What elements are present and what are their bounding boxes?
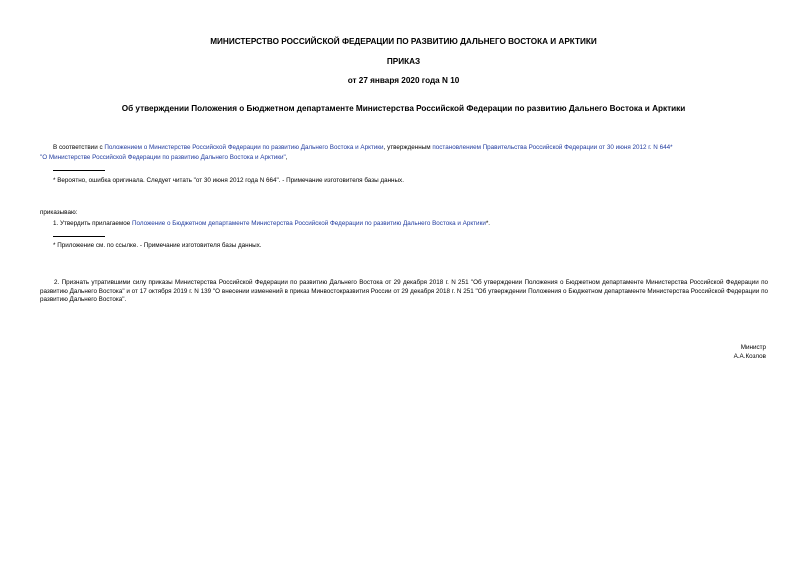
link-budget-department-regulation[interactable]: Положение о Бюджетном департаменте Министерства Российской Федерации по развитию Дальнего Востока и Арктики [131, 220, 486, 227]
order-word: приказываю: [40, 209, 78, 216]
item-1 [53, 219, 490, 228]
subject-heading: Об утверждении Положения о Бюджетном департаменте Министерства Российской Федерации по развитию Дальнего Востока и Арктики [121, 104, 686, 113]
item-2-paragraph: 2. Признать утратившими силу приказы Министерства Российской Федерации по развитию Дальнего Востока от 29 декабря 2018 г. N 251 "Об утверждении Положения о Бюджетном департаменте Министерства Российской Федерации по развитию Дальнего Востока" и от 17 октября 2019 г. N 139 "О внесении изменений в приказ Минвостокразвития России от 29 декабря 2018 г. N 251 "Об утверждении Положения о Бюджетном департаменте Министерства Российской Федерации по развитию Дальнего Востока". [40, 279, 768, 304]
link-government-decree[interactable]: постановлением Правительства Российской Федерации от 30 июня 2012 г. N 644* [432, 144, 673, 151]
intro-middle: , утвержденным [383, 144, 433, 151]
intro-paragraph [53, 143, 673, 152]
signature-title: Министр [740, 344, 766, 351]
item-1-prefix: 1. Утвердить прилагаемое [53, 220, 132, 227]
item-1-suffix: *. [485, 220, 491, 227]
link-ministry-regulation[interactable]: Положением о Министерстве Российской Федерации по развитию Дальнего Востока и Арктики [104, 144, 384, 151]
signature-name: А.А.Козлов [733, 353, 766, 360]
date-number-heading: от 27 января 2020 года N 10 [347, 76, 460, 85]
footnote-2: * Приложение см. по ссылке. - Примечание изготовителя базы данных. [53, 242, 262, 249]
intro-paragraph-line2 [40, 153, 287, 162]
footnote-1: * Вероятно, ошибка оригинала. Следует читать "от 30 июня 2012 года N 664". - Примечание изготовителя базы данных. [53, 177, 404, 184]
footnote-divider-2 [53, 236, 105, 237]
intro-prefix: В соответствии с [53, 144, 105, 151]
footnote-divider-1 [53, 170, 105, 171]
ministry-heading: МИНИСТЕРСТВО РОССИЙСКОЙ ФЕДЕРАЦИИ ПО РАЗВИТИЮ ДАЛЬНЕГО ВОСТОКА И АРКТИКИ [210, 37, 597, 46]
link-decree-title[interactable]: "О Министерстве Российской Федерации по развитию Дальнего Востока и Арктики" [40, 154, 286, 161]
intro-suffix: , [285, 154, 288, 161]
doc-type-heading: ПРИКАЗ [386, 57, 421, 66]
